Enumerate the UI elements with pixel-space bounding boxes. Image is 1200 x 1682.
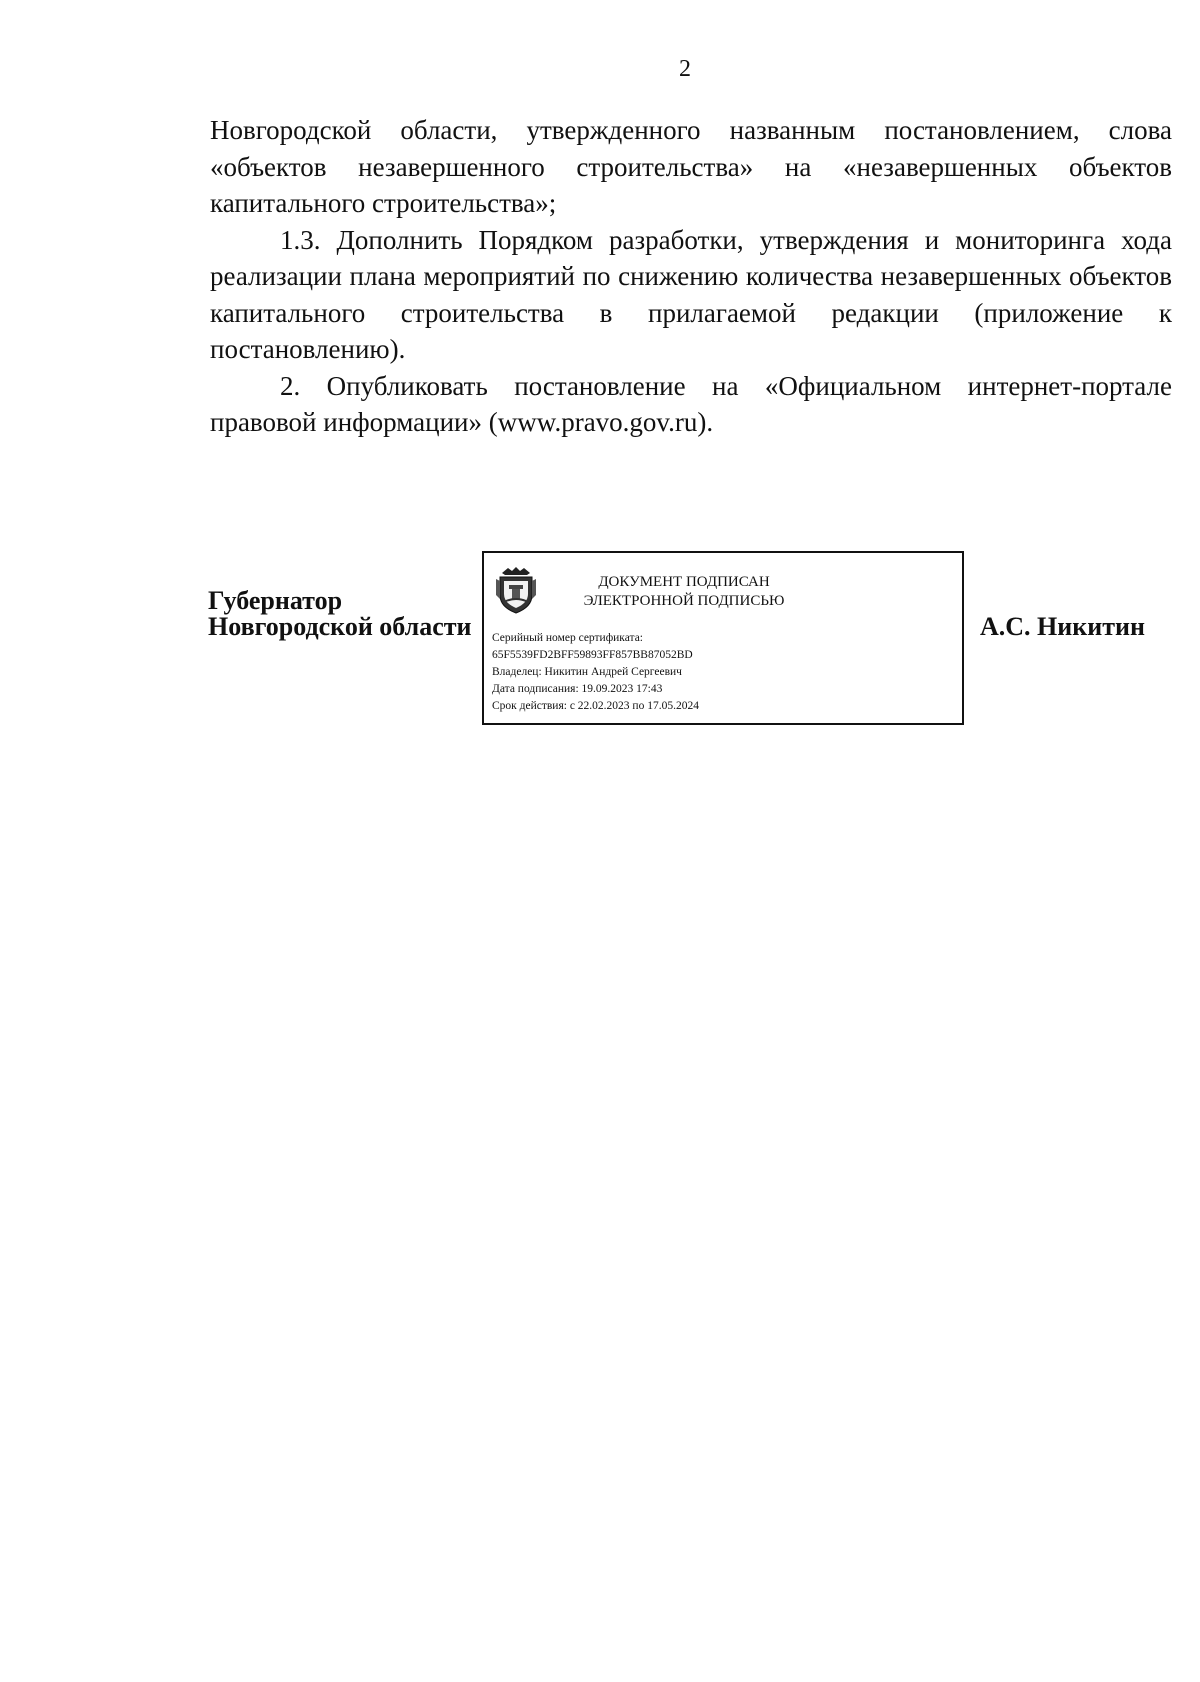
certificate-serial-value: 65F5539FD2BFF59893FF857BB87052BD [492,649,693,661]
certificate-validity: Срок действия: с 22.02.2023 по 17.05.2024 [492,700,699,712]
stamp-heading-line-2: ЭЛЕКТРОННОЙ ПОДПИСЬЮ [583,593,785,609]
electronic-signature-stamp [482,551,964,725]
signer-title-line-2: Новгородской области [208,612,472,641]
signer-title-line-1: Губернатор [208,586,343,615]
certificate-owner: Владелец: Никитин Андрей Сергеевич [492,666,682,678]
page-number: 2 [679,56,691,82]
paragraph-item-2: 2. Опубликовать постановление на «Официальном интернет-портале правовой информации» (www.pravo.gov.ru). [210,370,1172,437]
paragraph-continuation: Новгородской области, утвержденного названным постановлением, слова «объектов незавершенного строительства» на «незавершенных объектов капитального строительства»; [210,115,1172,218]
paragraph-item-1-3: 1.3. Дополнить Порядком разработки, утверждения и мониторинга хода реализации плана мероприятий по снижению количества незавершенных объектов капитального строительства в прилагаемой редакции (приложение к постановлению). [210,224,1172,364]
stamp-details [492,630,699,715]
signing-date: Дата подписания: 19.09.2023 17:43 [492,683,663,695]
signer-name: А.С. Никитин [980,612,1145,641]
signer-title [208,588,472,640]
certificate-serial-label: Серийный номер сертификата: [492,632,643,644]
stamp-heading [564,573,804,611]
coat-of-arms-icon [494,559,538,615]
document-body [210,112,1172,441]
stamp-heading-line-1: ДОКУМЕНТ ПОДПИСАН [598,574,770,590]
